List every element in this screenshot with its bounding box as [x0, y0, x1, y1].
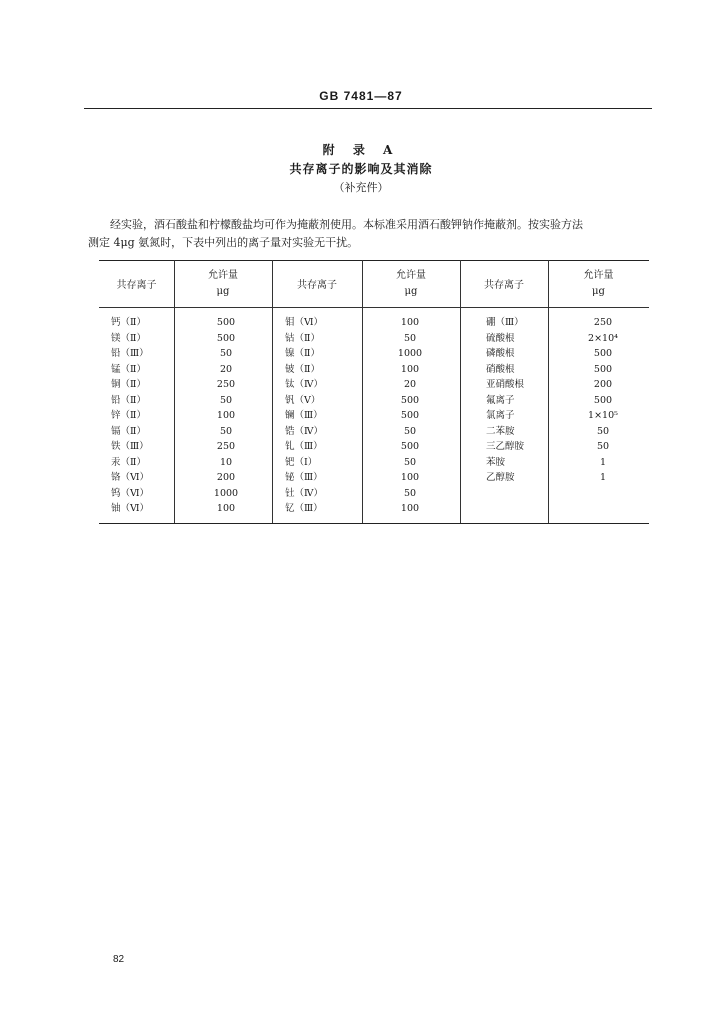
appendix-title: 附 录 A [322, 143, 400, 157]
allowance-cell: 1×10⁵ [588, 410, 618, 421]
ion-cell: 钇（Ⅲ） [285, 503, 323, 514]
allowance-cell: 50 [403, 487, 417, 499]
allowance-cell: 200 [216, 472, 236, 483]
paragraph-line-2: 测定 4μg 氨氮时，下表中列出的离子量对实验无干扰。 [88, 236, 359, 249]
ion-cell: 铬（Ⅵ） [111, 472, 150, 483]
ion-cell: 铀（Ⅵ） [111, 503, 150, 514]
allowance-cell: 1000 [213, 487, 239, 499]
ion-cell: 钼（Ⅵ） [285, 317, 324, 328]
table-divider [272, 260, 273, 523]
value-column-1 [196, 315, 256, 517]
ion-cell: 铁（Ⅲ） [111, 441, 149, 452]
allowance-cell: 1000 [397, 348, 423, 359]
ion-cell: 氟离子 [486, 394, 515, 406]
ion-cell: 铜（Ⅱ） [111, 379, 146, 390]
allowance-cell: 50 [219, 394, 233, 406]
allowance-cell: 200 [593, 379, 613, 390]
ion-cell: 钆（Ⅲ） [285, 441, 323, 452]
allow-label: 允许量 [208, 270, 238, 281]
allowance-cell: 50 [596, 425, 610, 437]
body-paragraph [88, 216, 650, 252]
ion-cell: 硼（Ⅲ） [486, 317, 524, 328]
allowance-cell: 500 [593, 363, 613, 375]
value-column-2 [380, 315, 440, 517]
allowance-cell: 500 [216, 332, 236, 344]
ion-cell: 钛（Ⅳ） [285, 379, 323, 390]
allowance-cell: 100 [216, 503, 236, 514]
allowance-cell: 50 [219, 348, 233, 359]
ion-cell: 钒（Ⅴ） [285, 394, 321, 406]
allowance-cell: 100 [400, 503, 420, 514]
table-top-rule [99, 260, 649, 261]
ion-cell: 乙醇胺 [486, 472, 515, 483]
ion-cell: 硫酸根 [486, 332, 515, 344]
allowance-cell: 500 [216, 317, 236, 328]
ion-cell: 钯（Ⅰ） [285, 456, 318, 468]
ion-cell: 汞（Ⅱ） [111, 456, 146, 468]
ion-cell: 磷酸根 [486, 348, 515, 359]
header-ion-3: 共存离子 [484, 280, 524, 291]
allow-unit: μg [404, 286, 418, 297]
ion-cell: 铅（Ⅲ） [111, 348, 149, 359]
ion-cell: 氯离子 [486, 410, 515, 421]
ion-cell: 镉（Ⅱ） [111, 425, 146, 437]
allowance-cell: 100 [216, 410, 236, 421]
ion-cell: 镁（Ⅱ） [111, 332, 146, 344]
table-bottom-rule [99, 523, 649, 524]
ion-cell: 亚硝酸根 [486, 379, 525, 390]
allowance-cell: 50 [403, 332, 417, 344]
ion-cell: 苯胺 [486, 456, 506, 468]
allowance-cell: 500 [593, 348, 613, 359]
table-divider [460, 260, 461, 523]
allowance-cell: 250 [216, 379, 236, 390]
ion-cell: 三乙醇胺 [486, 441, 525, 452]
standard-header: GB 7481—87 [319, 89, 403, 103]
allow-unit: μg [216, 286, 230, 297]
ion-column-2 [285, 315, 355, 517]
paragraph-line-1: 经实验，酒石酸盐和柠檬酸盐均可作为掩蔽剂使用。本标准采用酒石酸钾钠作掩蔽剂。按实验方法 [110, 218, 583, 231]
ion-cell: 钴（Ⅱ） [285, 332, 320, 344]
ion-cell: 锌（Ⅱ） [111, 410, 146, 421]
allowance-cell: 50 [403, 425, 417, 437]
allowance-cell: 1 [599, 472, 607, 483]
allowance-cell: 10 [219, 456, 233, 468]
ion-cell: 锆（Ⅳ） [285, 425, 323, 437]
allowance-cell: 50 [596, 441, 610, 452]
ion-cell: 二苯胺 [486, 425, 515, 437]
ion-cell: 钨（Ⅵ） [111, 487, 150, 499]
allowance-cell: 50 [403, 456, 417, 468]
allow-unit: μg [592, 286, 605, 297]
value-column-3 [568, 315, 638, 486]
header-ion-2: 共存离子 [297, 280, 337, 291]
allowance-cell: 250 [216, 441, 236, 452]
page-number: 82 [113, 954, 125, 965]
header-rule [84, 108, 652, 109]
ion-cell: 铅（Ⅱ） [111, 394, 146, 406]
allowance-cell: 500 [593, 394, 613, 406]
allowance-cell: 2×10⁴ [588, 332, 618, 344]
ion-cell: 镧（Ⅲ） [285, 410, 323, 421]
allowance-cell: 20 [219, 363, 233, 375]
allow-label: 允许量 [583, 270, 614, 281]
allowance-cell: 500 [400, 410, 420, 421]
allowance-cell: 250 [593, 317, 613, 328]
ion-cell: 钍（Ⅳ） [285, 487, 323, 499]
table-header-rule [99, 307, 649, 308]
ion-cell: 锰（Ⅱ） [111, 363, 146, 375]
ion-cell: 硝酸根 [486, 363, 515, 375]
ion-column-3 [486, 315, 546, 486]
allow-label: 允许量 [396, 270, 426, 281]
header-allow-1 [174, 268, 272, 300]
ion-column-1 [111, 315, 171, 517]
supplement-note: （补充件） [333, 181, 389, 194]
ion-cell: 钙（Ⅱ） [111, 317, 146, 328]
header-allow-3 [548, 268, 649, 300]
allowance-cell: 20 [403, 379, 417, 390]
allowance-cell: 500 [400, 394, 420, 406]
ion-cell: 铍（Ⅱ） [285, 363, 320, 375]
ion-cell: 铋（Ⅲ） [285, 472, 323, 483]
allowance-cell: 50 [219, 425, 233, 437]
allowance-cell: 500 [400, 441, 420, 452]
section-title: 共存离子的影响及其消除 [289, 162, 433, 176]
header-ion-1: 共存离子 [116, 280, 157, 291]
allowance-cell: 100 [400, 317, 420, 328]
ion-cell: 镍（Ⅱ） [285, 348, 320, 359]
allowance-cell: 100 [400, 363, 420, 375]
header-allow-2 [362, 268, 460, 300]
allowance-cell: 1 [599, 456, 607, 468]
allowance-cell: 100 [400, 472, 420, 483]
